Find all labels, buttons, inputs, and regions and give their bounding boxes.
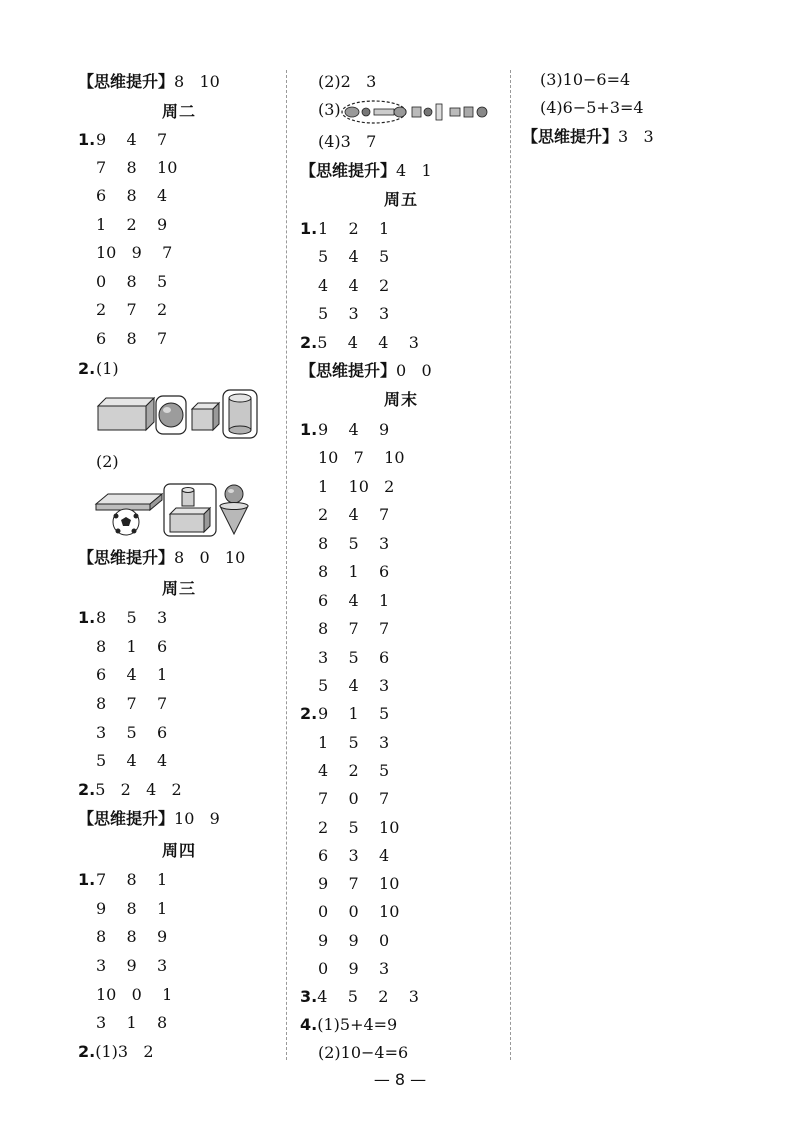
column-divider-1 (286, 70, 287, 1060)
bar-icon (374, 109, 394, 115)
thinking-answer: 【思维提升】3 3 (522, 127, 654, 146)
answer-row: 2 4 7 (318, 505, 390, 524)
answer-row: 8 5 3 (96, 608, 168, 627)
oval-icon (345, 107, 359, 117)
answer-row: 4 4 2 (318, 276, 390, 295)
shapes-figure-1 (92, 388, 262, 440)
cuboid-icon (98, 398, 154, 430)
question-number: 1. (78, 870, 96, 889)
shapes-figure-2 (92, 480, 262, 538)
cube-icon (192, 403, 219, 430)
page-number: — 8 — (373, 1070, 427, 1089)
question-number: 1. (300, 219, 318, 238)
sub-question: (1) (96, 359, 119, 378)
answer-row: 1 5 3 (318, 733, 390, 752)
answer-row: 6 4 1 (96, 665, 168, 684)
flat-board-icon (96, 494, 162, 510)
box-icon (412, 107, 421, 117)
answer-row: 0 8 5 (96, 272, 168, 291)
answer-line: 4.(1)5+4=9 (300, 1015, 398, 1034)
answer-row: 7 8 10 (96, 158, 178, 177)
ball-icon (424, 108, 432, 116)
answer-row: 9 1 5 (318, 704, 390, 723)
answer-row: 5 4 3 (318, 676, 390, 695)
answer-row: 7 0 7 (318, 789, 390, 808)
thinking-answer: 【思维提升】8 0 10 (78, 548, 246, 567)
answer-line: (2)2 3 (318, 72, 377, 91)
oval-icon (394, 107, 406, 117)
answer-row: 6 4 1 (318, 591, 390, 610)
box-icon (450, 108, 460, 116)
answer-row: 10 7 10 (318, 448, 405, 467)
soccer-ball-icon (113, 509, 139, 535)
answer-row: 9 8 1 (96, 899, 168, 918)
answer-line: (4)6−5+3=4 (540, 98, 644, 117)
answer-row: 3 5 6 (96, 723, 168, 742)
column-divider-2 (510, 70, 511, 1060)
answer-row: 2 7 2 (96, 300, 168, 319)
question-number: 1. (78, 130, 96, 149)
shape-sequence-figure (340, 99, 500, 125)
answer-row: 2 5 10 (318, 818, 400, 837)
answer-row: 5 4 5 (318, 247, 390, 266)
cone-sphere-icon (220, 485, 248, 534)
answer-row: 8 7 7 (318, 619, 390, 638)
section-title: 周末 (384, 390, 419, 409)
answer-row: 8 8 9 (96, 927, 168, 946)
answer-line: (2)10−4=6 (318, 1043, 409, 1062)
answer-line: 2.(1)3 2 (78, 1042, 154, 1061)
thinking-answer: 【思维提升】4 1 (300, 161, 432, 180)
answer-line: 2.5 4 4 3 (300, 333, 419, 352)
answer-row: 9 4 7 (96, 130, 168, 149)
answer-line: (4)3 7 (318, 132, 377, 151)
answer-row: 1 2 9 (96, 215, 168, 234)
answer-row: 10 9 7 (96, 243, 173, 262)
answer-line: 2.5 2 4 2 (78, 780, 182, 799)
answer-row: 7 8 1 (96, 870, 168, 889)
answer-row: 3 1 8 (96, 1013, 168, 1032)
question-number: 1. (300, 420, 318, 439)
answer-row: 10 0 1 (96, 985, 173, 1004)
answer-line: (3)10−6=4 (540, 70, 631, 89)
question-number: 2. (300, 704, 318, 723)
answer-row: 6 8 7 (96, 329, 168, 348)
answer-row: 1 2 1 (318, 219, 390, 238)
box-icon (464, 107, 473, 117)
thinking-answer: 【思维提升】0 0 (300, 361, 432, 380)
answer-row: 9 7 10 (318, 874, 400, 893)
answer-row: 5 4 4 (96, 751, 168, 770)
answer-row: 8 1 6 (96, 637, 168, 656)
answer-row: 3 9 3 (96, 956, 168, 975)
section-title: 周四 (162, 841, 197, 860)
section-title: 周三 (162, 579, 197, 598)
answer-line: 3.4 5 2 3 (300, 987, 419, 1006)
answer-row: 4 2 5 (318, 761, 390, 780)
answer-row: 8 5 3 (318, 534, 390, 553)
ball-icon (477, 107, 487, 117)
cylinder-icon (223, 390, 257, 438)
answer-row: 0 0 10 (318, 902, 400, 921)
answer-row: 6 3 4 (318, 846, 390, 865)
answer-row: 8 1 6 (318, 562, 390, 581)
sub-question: (2) (96, 452, 119, 471)
answer-row: 8 7 7 (96, 694, 168, 713)
question-number: 1. (78, 608, 96, 627)
answer-row: 5 3 3 (318, 304, 390, 323)
answer-row: 6 8 4 (96, 186, 168, 205)
sphere-icon (156, 396, 186, 434)
answer-line: (3) (318, 100, 341, 119)
question-number: 2. (78, 359, 96, 378)
answer-row: 9 4 9 (318, 420, 390, 439)
ball-icon (362, 108, 370, 116)
thinking-answer: 【思维提升】8 10 (78, 72, 220, 91)
answer-row: 1 10 2 (318, 477, 395, 496)
answer-row: 0 9 3 (318, 959, 390, 978)
section-title: 周二 (162, 102, 197, 121)
answer-row: 9 9 0 (318, 931, 390, 950)
answer-row: 3 5 6 (318, 648, 390, 667)
section-title: 周五 (384, 190, 419, 209)
thinking-answer: 【思维提升】10 9 (78, 809, 220, 828)
can-icon (436, 104, 442, 120)
stacked-shapes-icon (164, 484, 216, 536)
